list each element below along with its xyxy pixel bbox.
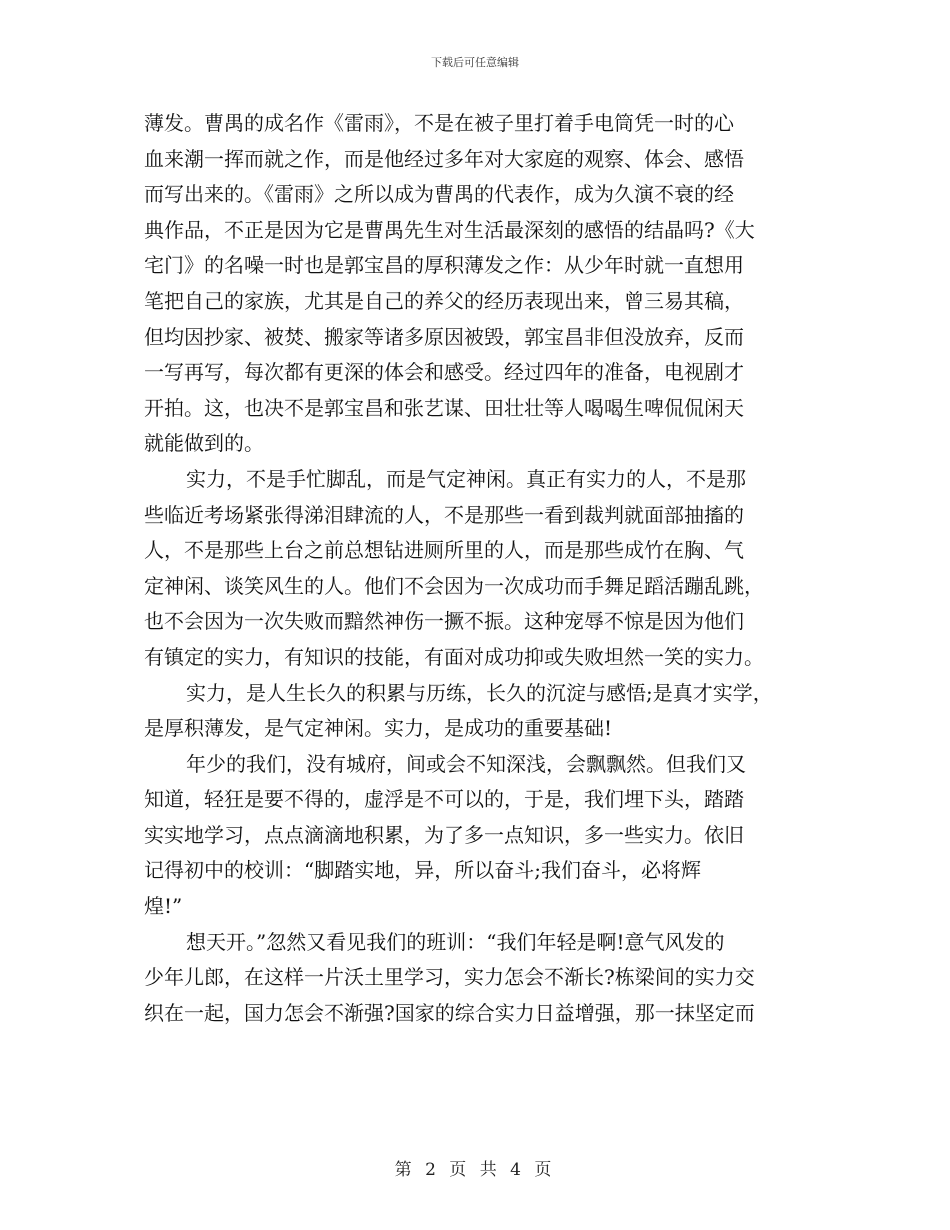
text-line: 些临近考场紧张得涕泪肆流的人，不是那些一看到裁判就面部抽搐的 <box>144 502 744 527</box>
paragraph-first-line: 实力，不是手忙脚乱，而是气定神闲。真正有实力的人，不是那 <box>186 466 746 491</box>
text-line: 薄发。曹禺的成名作《雷雨》，不是在被子里打着手电筒凭一时的心 <box>144 111 734 135</box>
text-line: 是厚积薄发，是气定神闲。实力，是成功的重要基础! <box>144 716 613 741</box>
text-line: 记得初中的校训：“脚踏实地，异，所以奋斗;我们奋斗，必将辉 <box>144 858 701 883</box>
text-line: 开拍。这，也决不是郭宝昌和张艺谋、田壮壮等人喝喝生啤侃侃闲天 <box>144 395 744 420</box>
text-line: 知道，轻狂是要不得的，虚浮是不可以的，于是，我们埋下头，踏踏 <box>144 787 744 812</box>
text-line: 有镇定的实力，有知识的技能，有面对成功抑或失败坦然一笑的实力。 <box>144 644 764 669</box>
text-line: 但均因抄家、被焚、搬家等诸多原因被毁，郭宝昌非但没放弃，反而 <box>144 324 744 349</box>
page-number: 第 2 页 共 4 页 <box>394 1160 556 1180</box>
page-header-note: 下载后可任意编辑 <box>431 56 519 69</box>
text-line: 定神闲、谈笑风生的人。他们不会因为一次成功而手舞足蹈活蹦乱跳， <box>144 573 764 598</box>
paragraph-first-line: 实力，是人生长久的积累与历练，长久的沉淀与感悟;是真才实学， <box>186 680 773 705</box>
text-line: 典作品，不正是因为它是曹禺先生对生活最深刻的感悟的结晶吗?《大 <box>144 217 755 242</box>
text-line: 就能做到的。 <box>144 431 264 456</box>
text-line: 一写再写，每次都有更深的体会和感受。经过四年的准备，电视剧才 <box>144 360 744 385</box>
paragraph-first-line: 想天开。”忽然又看见我们的班训：“我们年轻是啊!意气风发的 <box>186 929 725 954</box>
text-line: 人，不是那些上台之前总想钻进厕所里的人，而是那些成竹在胸、气 <box>144 538 744 563</box>
text-line: 少年儿郎，在这样一片沃土里学习，实力怎会不渐长?栋梁间的实力交 <box>144 965 755 990</box>
text-line: 而写出来的。《雷雨》之所以成为曹禺的代表作，成为久演不衰的经 <box>144 182 734 207</box>
document-body <box>144 106 814 1031</box>
text-line: 实实地学习，点点滴滴地积累，为了多一点知识，多一些实力。依旧 <box>144 822 744 847</box>
text-line: 宅门》的名噪一时也是郭宝昌的厚积薄发之作：从少年时就一直想用 <box>144 253 744 278</box>
text-line: 笔把自己的家族，尤其是自己的养父的经历表现出来，曾三易其稿， <box>144 288 744 313</box>
text-line: 织在一起，国力怎会不渐强?国家的综合实力日益增强，那一抹坚定而 <box>144 1000 755 1025</box>
text-line: 血来潮一挥而就之作，而是他经过多年对大家庭的观察、体会、感悟 <box>144 146 744 171</box>
text-line: 煌!” <box>144 894 183 919</box>
paragraph-first-line: 年少的我们，没有城府，间或会不知深浅，会飘飘然。但我们又 <box>186 751 746 776</box>
text-line: 也不会因为一次失败而黯然神伤一撅不振。这种宠辱不惊是因为他们 <box>144 609 744 634</box>
